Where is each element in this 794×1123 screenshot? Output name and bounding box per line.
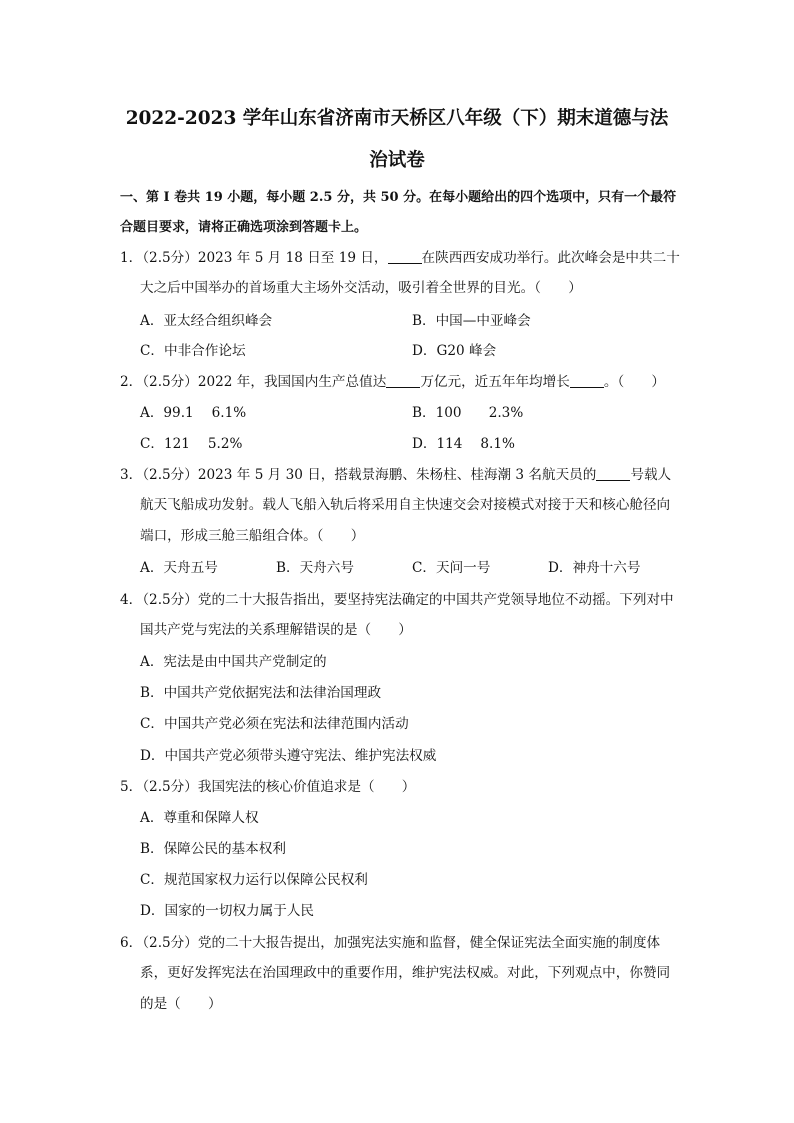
question-5 bbox=[120, 772, 682, 802]
option-d: D．G20 峰会 bbox=[412, 343, 497, 359]
question-text: 党的二十大报告指出，要坚持宪法确定的中国共产党领导地位不动摇。下列对中国共产党与宪法的关系理解错误的是（ ） bbox=[140, 592, 674, 639]
answer-blank bbox=[596, 466, 630, 481]
question-number: 1． bbox=[120, 250, 143, 266]
option-c: C．天问一号 bbox=[412, 560, 491, 576]
option-b: B．中国—中亚峰会 bbox=[412, 313, 531, 329]
question-score: （2.5分） bbox=[142, 374, 198, 390]
question-number: 5． bbox=[120, 779, 143, 795]
question-text: 我国宪法的核心价值追求是（ ） bbox=[197, 779, 416, 795]
question-score: （2.5分） bbox=[142, 779, 198, 795]
question-text: 2022 年，我国国内生产总值达 bbox=[197, 374, 387, 390]
exam-title-line2: 治试卷 bbox=[369, 150, 425, 171]
question-score: （2.5分） bbox=[142, 467, 198, 483]
question-text: 党的二十大报告提出，加强宪法实施和监督，健全保证宪法全面实施的制度体系，更好发挥宪法在治国理政中的重要作用，维护宪法权威。对此，下列观点中，你赞同的是（ ） bbox=[140, 935, 671, 1012]
question-number: 6． bbox=[120, 935, 143, 951]
question-score: （2.5分） bbox=[142, 592, 198, 608]
option-d: D．中国共产党必须带头遵守宪法、维护宪法权威 bbox=[140, 748, 437, 764]
option-b: B．保障公民的基本权利 bbox=[140, 841, 286, 857]
answer-blank bbox=[386, 373, 420, 388]
option-c: C．中非合作论坛 bbox=[140, 343, 246, 359]
question-2 bbox=[120, 367, 682, 397]
option-c: C．中国共产党必须在宪法和法律范围内活动 bbox=[140, 716, 409, 732]
option-d: D．114 8.1% bbox=[412, 436, 515, 452]
question-text: 号载人航天飞船成功发射。载人飞船入轨后将采用自主快速交会对接模式对接于天和核心舱径向端口，形成三舱三船组合体。（ ） bbox=[140, 467, 672, 544]
answer-blank bbox=[388, 249, 422, 264]
section-instructions: 一、第 I 卷共 19 小题，每小题 2.5 分，共 50 分。在每小题给出的四个选项中，只有一个最符合题目要求，请将正确选项涂到答题卡上。 bbox=[120, 190, 677, 235]
question-text: 2023 年 5 月 18 日至 19 日， bbox=[197, 250, 388, 266]
question-number: 2． bbox=[120, 374, 143, 390]
question-text: 万亿元，近五年年均增长 bbox=[420, 374, 570, 390]
option-b: B．100 2.3% bbox=[412, 405, 524, 421]
question-6 bbox=[120, 928, 682, 1019]
option-c: C．121 5.2% bbox=[140, 436, 243, 452]
option-d: D．神舟十六号 bbox=[548, 560, 641, 576]
option-a: A．亚太经合组织峰会 bbox=[140, 313, 273, 329]
option-b: B．中国共产党依据宪法和法律治国理政 bbox=[140, 685, 382, 701]
option-a: A．99.1 6.1% bbox=[140, 405, 247, 421]
question-3 bbox=[120, 460, 682, 551]
question-4 bbox=[120, 585, 682, 646]
question-text: 在陕西西安成功举行。此次峰会是中共二十大之后中国举办的首场重大主场外交活动，吸引着全世界的目光。（ ） bbox=[140, 250, 680, 297]
question-score: （2.5分） bbox=[142, 250, 198, 266]
question-text: 2023 年 5 月 30 日，搭载景海鹏、朱杨柱、桂海潮 3 名航天员的 bbox=[197, 467, 597, 483]
question-number: 4． bbox=[120, 592, 143, 608]
question-text: 。（ ） bbox=[603, 374, 666, 390]
option-a: A．宪法是由中国共产党制定的 bbox=[140, 654, 327, 670]
option-a: A．天舟五号 bbox=[140, 560, 218, 576]
option-a: A．尊重和保障人权 bbox=[140, 810, 259, 826]
option-b: B．天舟六号 bbox=[276, 560, 354, 576]
option-c: C．规范国家权力运行以保障公民权利 bbox=[140, 872, 368, 888]
option-d: D．国家的一切权力属于人民 bbox=[140, 903, 315, 919]
exam-title-line1: 2022-2023 学年山东省济南市天桥区八年级（下）期末道德与法 bbox=[125, 108, 669, 129]
question-1 bbox=[120, 243, 682, 304]
question-score: （2.5分） bbox=[142, 935, 198, 951]
answer-blank bbox=[570, 373, 604, 388]
question-number: 3． bbox=[120, 467, 143, 483]
